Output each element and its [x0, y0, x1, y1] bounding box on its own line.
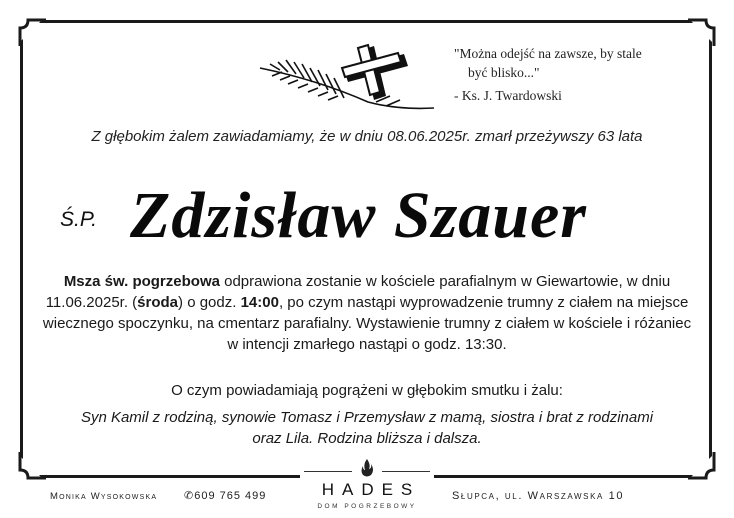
memorial-quote — [454, 44, 704, 105]
name-row — [60, 178, 700, 258]
mass-text-1: odprawiona zostanie w kościele parafialnym w Giewartowie, w dniu 11.06.2025r. ( — [45, 273, 671, 311]
mass-weekday: środa — [137, 294, 179, 311]
logo-rule-right — [382, 471, 430, 472]
contact-phone: ✆609 765 499 — [184, 490, 267, 502]
funeral-mass-info — [42, 271, 692, 355]
quote-author: - Ks. J. Twardowski — [454, 88, 562, 103]
quote-line-1: "Można odejść na zawsze, by stale — [454, 46, 642, 61]
sp-prefix: Ś.P. — [60, 208, 97, 231]
mass-time: 14:00 — [240, 294, 279, 311]
contact-name: Monika Wysokowska — [50, 491, 158, 502]
death-announcement: Z głębokim żalem zawiadamiamy, że w dniu 08.06.2025r. zmarł przeżywszy 63 lata — [91, 128, 643, 145]
frame-corner-bottom-left — [18, 448, 50, 480]
logo-rule-left — [304, 471, 352, 472]
frame-corner-bottom-right — [684, 448, 716, 480]
mass-text-2: ) o godz. — [178, 294, 241, 311]
quote-line-2: być blisko..." — [468, 65, 540, 80]
logo-subtitle: DOM POGRZEBOWY — [317, 503, 417, 510]
logo-name: HADES — [321, 480, 421, 499]
mass-label: Msza św. pogrzebowa — [63, 273, 220, 290]
deceased-name: Zdzisław Szauer — [130, 179, 587, 252]
funeral-home-address: Słupca, ul. Warszawska 10 — [452, 490, 625, 502]
flame-icon — [360, 458, 374, 478]
notify-line: O czym powiadamiają pogrążeni w głębokim smutku i żalu: — [171, 382, 563, 399]
mass-text-3: , po czym nastąpi wyprowadzenie trumny z ciałem na miejsce wiecznego spoczynku, na cmentarz parafialny. Wystawienie trumny z ciałem w kościele i różaniec w intencji zmarłego nastąpi o godz. 13:30. — [42, 294, 692, 353]
family-list: Syn Kamil z rodziną, synowie Tomasz i Przemysław z mamą, siostra i brat z rodzinami oraz Lila. Rodzina bliższa i dalsza. — [80, 409, 654, 447]
hades-logo — [300, 458, 434, 514]
cross-with-palm-icon — [258, 40, 438, 112]
frame-corner-top-left — [18, 18, 50, 50]
